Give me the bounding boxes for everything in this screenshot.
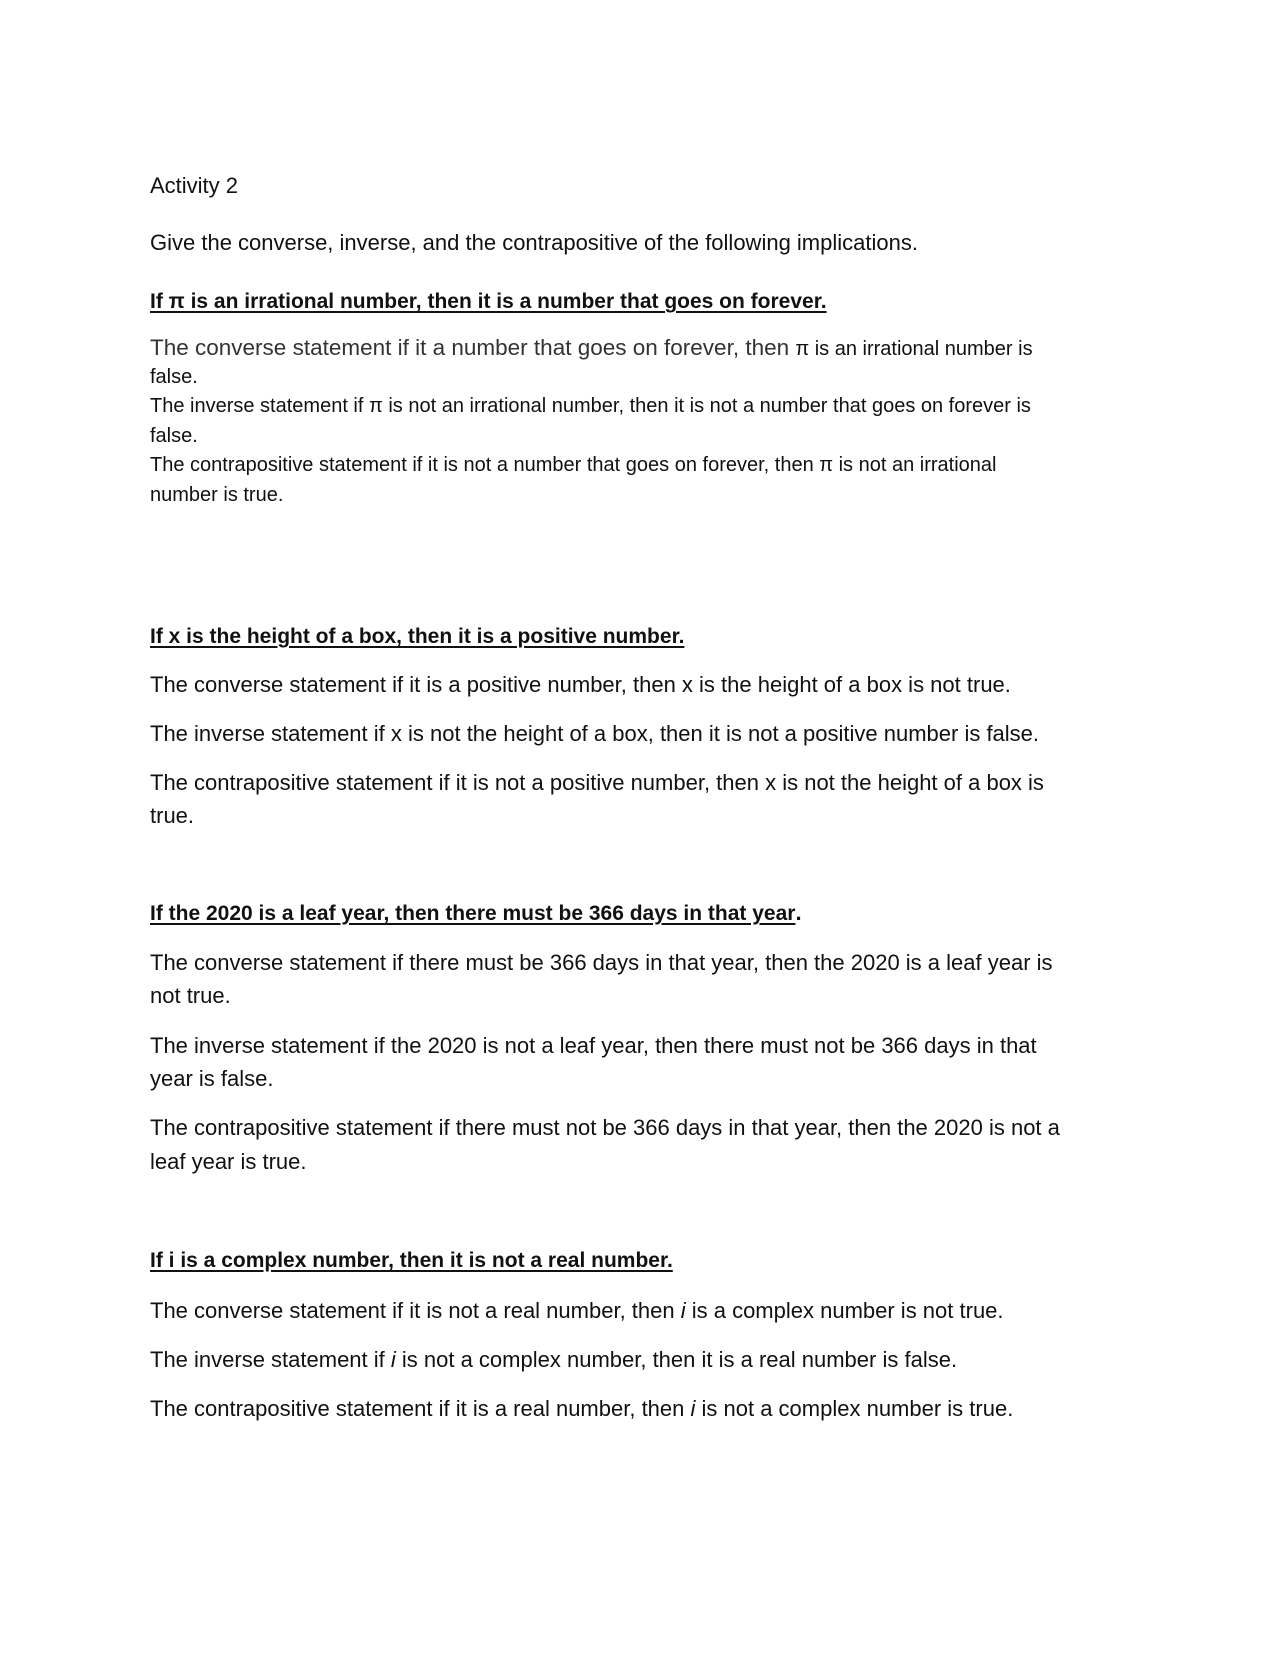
section-1-heading: If π is an irrational number, then it is a number that goes on forever. xyxy=(150,290,827,313)
section-3-line-2: not true. xyxy=(150,983,231,1008)
section-4-line-3 xyxy=(150,1394,1013,1424)
instruction: Give the converse, inverse, and the contrapositive of the following implications. xyxy=(150,230,918,255)
section-3-line-6: leaf year is true. xyxy=(150,1149,307,1174)
section-4-line-1-c: is a complex number is not true. xyxy=(685,1298,1004,1323)
section-4-heading: If i is a complex number, then it is not a real number. xyxy=(150,1249,673,1272)
section-4-line-2-a: The inverse statement if xyxy=(150,1347,391,1372)
section-2-line-3: The contrapositive statement if it is not a positive number, then x is not the height of a box is xyxy=(150,770,1044,795)
section-2-heading: If x is the height of a box, then it is a positive number. xyxy=(150,625,685,648)
section-1-line-1 xyxy=(150,333,1033,364)
section-4-line-1 xyxy=(150,1296,1004,1326)
section-3-heading: If the 2020 is a leaf year, then there must be 366 days in that year xyxy=(150,902,796,925)
section-3-heading-tail: . xyxy=(795,900,802,925)
section-1-line-2: false. xyxy=(150,366,198,388)
section-3-heading-row xyxy=(150,898,802,929)
section-4-line-1-a: The converse statement if it is not a real number, then xyxy=(150,1298,681,1323)
section-3-line-1: The converse statement if there must be 366 days in that year, then the 2020 is a leaf year is xyxy=(150,950,1053,975)
activity-title: Activity 2 xyxy=(150,173,239,198)
section-1-line-4: false. xyxy=(150,425,198,447)
section-4-line-3-var: i xyxy=(690,1396,696,1421)
section-1-line-1-b: π is an irrational number is xyxy=(795,338,1033,360)
section-3-line-4: year is false. xyxy=(150,1066,274,1091)
section-1-line-1-a: The converse statement if it a number that goes on forever, then xyxy=(150,335,796,360)
section-4-line-2-var: i xyxy=(390,1347,396,1372)
section-3-line-3: The inverse statement if the 2020 is not a leaf year, then there must not be 366 days in that xyxy=(150,1033,1037,1058)
section-2-line-1: The converse statement if it is a positive number, then x is the height of a box is not true. xyxy=(150,672,1011,697)
section-1-line-5: The contrapositive statement if it is not a number that goes on forever, then π is not an irrational xyxy=(150,454,997,476)
section-4-line-3-a: The contrapositive statement if it is a real number, then xyxy=(150,1396,691,1421)
section-4-line-2-c: is not a complex number, then it is a real number is false. xyxy=(395,1347,958,1372)
section-2-line-4: true. xyxy=(150,803,195,828)
section-1-line-6: number is true. xyxy=(150,484,284,506)
section-4-line-2 xyxy=(150,1345,957,1375)
section-1-line-3: The inverse statement if π is not an irrational number, then it is not a number that goes on forever is xyxy=(150,395,1031,417)
section-4-line-1-var: i xyxy=(680,1298,686,1323)
section-3-line-5: The contrapositive statement if there must not be 366 days in that year, then the 2020 is not a xyxy=(150,1115,1060,1140)
section-4-line-3-c: is not a complex number is true. xyxy=(695,1396,1014,1421)
section-2-line-2: The inverse statement if x is not the height of a box, then it is not a positive number is false. xyxy=(150,721,1040,746)
